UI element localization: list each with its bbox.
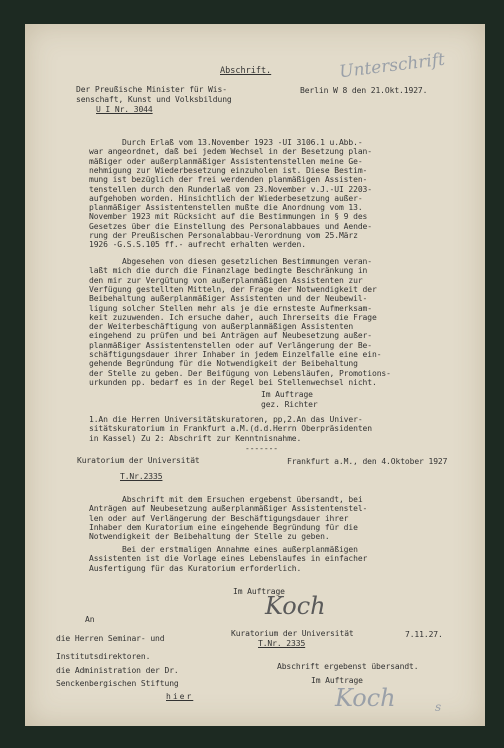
footer-signature: Koch — [335, 684, 396, 712]
recipient-line: Senckenbergischen Stiftung — [56, 679, 179, 688]
text-line: nehmigung zur Wiederbesetzung einzuholen ist. Diese Bestim- — [89, 165, 368, 175]
text-line: Assistenten ist die Vorlage eines Lebenslaufes in einfacher — [89, 554, 368, 564]
recipient-line: Institutsdirektoren. — [56, 652, 151, 661]
text-line: Bei der erstmaligen Annahme eines außerplanmäßigen — [122, 545, 358, 554]
text-line: 1.An die Herren Universitätskuratoren, pp,2.An das Univer- — [89, 415, 363, 424]
text-line: schäftigungsdauer ihrer Inhaber in jedem Einzelfalle eine ein- — [89, 350, 382, 359]
text-line: aufgehoben worden. Hinsichtlich der Wiederbesetzung außer- — [89, 193, 363, 203]
sender-reference: U I Nr. 3044 — [96, 105, 153, 114]
recipient-an: An — [85, 615, 95, 624]
text-line: den mir zur Vergütung von außerplanmäßigen Assistenten zur — [89, 275, 363, 285]
document-title: Abschrift. — [220, 66, 272, 76]
text-line: keit zuzuwenden. Ich ersuche daher, auch Ihrerseits die Frage — [89, 312, 377, 322]
text-line: tenstellen durch den Runderlaß vom 23.November v.J.-UI 2203- — [89, 184, 372, 194]
text-line: Inhaber dem Kuratorium eine eingehende Begründung für die — [89, 522, 358, 532]
text-line: der Weiterbeschäftigung von außerplanmäßigen Assistenten — [89, 322, 354, 332]
corner-mark: s — [435, 700, 442, 714]
recipient-line: die Administration der Dr. — [56, 666, 179, 675]
kuratorium-reference: T.Nr.2335 — [120, 472, 163, 481]
auftrag-label: Im Auftrage — [233, 587, 285, 596]
handwritten-signature: Koch — [265, 592, 326, 620]
text-line: Durch Erlaß vom 13.November 1923 -UI 3106.1 u.Abb.- — [122, 138, 363, 147]
auftrag-label: Im Auftrage — [261, 390, 313, 399]
divider: ------- — [245, 444, 279, 453]
text-line: mung ist bezüglich der frei werdenden planmäßigen Assisten- — [89, 175, 368, 185]
footer-note: Abschrift ergebenst übersandt. — [277, 662, 419, 671]
place-date: Berlin W 8 den 21.Okt.1927. — [300, 86, 428, 95]
text-line: war angeordnet, daß bei jedem Wechsel in der Besetzung plan- — [89, 147, 372, 157]
document-page — [25, 24, 485, 726]
footer-reference: T.Nr. 2335 — [258, 639, 306, 648]
text-line: Abgesehen von diesen gesetzlichen Bestimmungen veran- — [122, 257, 372, 266]
recipient-line: die Herren Seminar- und — [56, 634, 165, 643]
sender-line: senschaft, Kunst und Volksbildung — [76, 95, 232, 104]
text-line: November 1923 mit Rücksicht auf die Bestimmungen in § 9 des — [89, 212, 368, 222]
text-line: len oder auf Verlängerung der Beschäftigungsdauer ihrer — [89, 513, 349, 523]
text-line: Notwendigkeit der Beibehaltung der Stelle zu geben. — [89, 532, 330, 542]
text-line: gehende Begründung für die Notwendigkeit der Beibehaltung — [89, 359, 358, 369]
text-line: Abschrift mit dem Ersuchen ergebenst übersandt, bei — [122, 495, 363, 504]
handwritten-mark: Unterschrift — [338, 49, 447, 83]
text-line: sitätskuratorium in Frankfurt a.M.(d.d.Herrn Oberpräsidenten — [89, 424, 372, 434]
text-line: planmäßiger Assistentenstellen mußte die Anordnung vom 13. — [89, 203, 363, 213]
text-line: eingehend zu prüfen und bei Anträgen auf Neubesetzung außer- — [89, 331, 372, 341]
text-line: ligung solcher Stellen mehr als je die ernsteste Aufmerksam- — [89, 303, 372, 313]
text-line: Anträgen auf Neubesetzung außerplanmäßiger Assistentenstel- — [89, 504, 368, 514]
recipient-hier: hier — [166, 692, 194, 701]
text-line: laßt mich die durch die Finanzlage bedingte Beschränkung in — [89, 266, 368, 276]
text-line: Beibehaltung außerplanmäßiger Assistenten und der Neubewil- — [89, 294, 368, 304]
text-line: 1926 -G.S.S.105 ff.- aufrecht erhalten werden. — [89, 240, 306, 250]
kuratorium-name: Kuratorium der Universität — [77, 456, 200, 465]
text-line: der Stelle zu geben. Der Beifügung von Lebensläufen, Promotions- — [89, 368, 391, 378]
footer-date: 7.11.27. — [405, 630, 443, 639]
footer-kuratorium-name: Kuratorium der Universität — [231, 629, 354, 638]
text-line: mäßiger oder außerplanmäßiger Assistentenstellen meine Ge- — [89, 156, 363, 166]
signatory: gez. Richter — [261, 400, 318, 409]
text-line: planmäßiger Assistentenstellen oder auf Verlängerung der Be- — [89, 340, 372, 350]
text-line: urkunden pp. bedarf es in der Regel bei Stellenwechsel nicht. — [89, 377, 377, 387]
text-line: Ausfertigung für das Kuratorium erforderlich. — [89, 563, 302, 573]
text-line: in Kassel) Zu 2: Abschrift zur Kenntnisnahme. — [89, 433, 302, 443]
kuratorium-place-date: Frankfurt a.M., den 4.Oktober 1927 — [287, 457, 448, 466]
text-line: Verfügung gestellten Mitteln, der Frage der Notwendigkeit der — [89, 284, 377, 294]
text-line: Gesetzes über die Einstellung des Personalabbaues und Aende- — [89, 221, 372, 231]
sender-line: Der Preußische Minister für Wis- — [76, 85, 227, 94]
text-line: rung der Preußischen Personalabbau-Verordnung vom 25.März — [89, 231, 358, 240]
footer-auftrag-label: Im Auftrage — [311, 676, 363, 685]
